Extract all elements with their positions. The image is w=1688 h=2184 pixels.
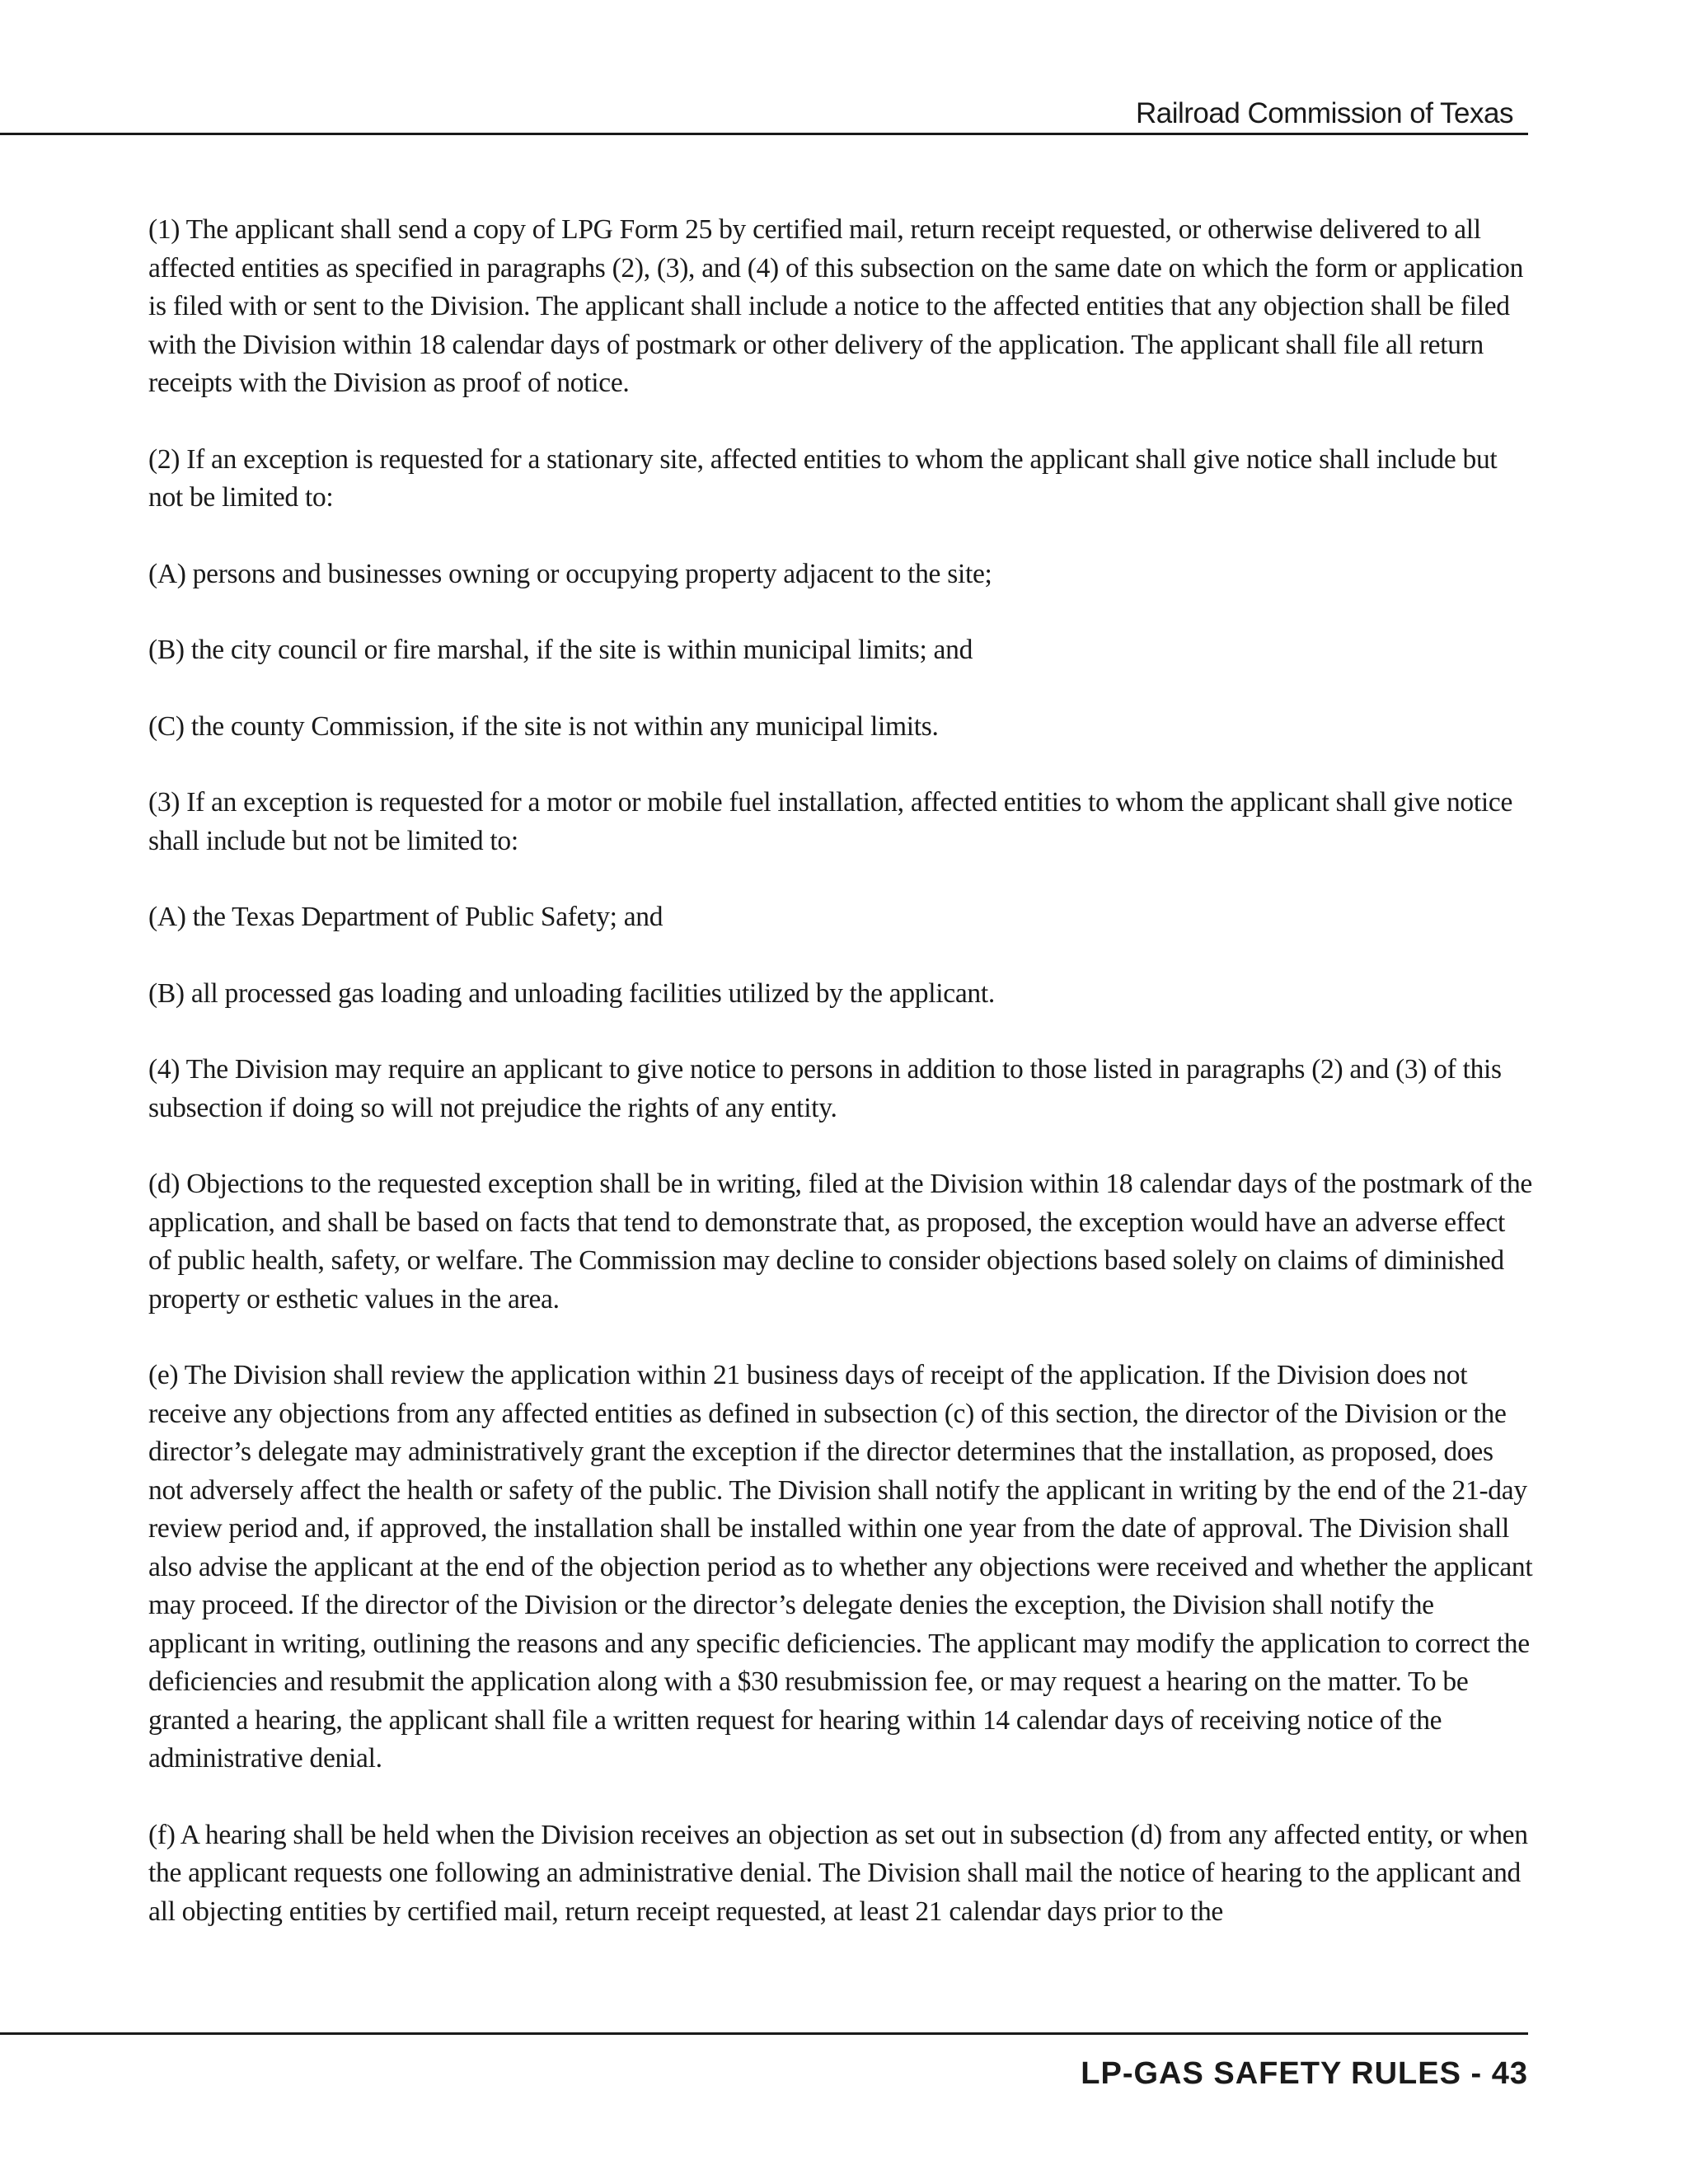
paragraph-c-4: (4) The Division may require an applicant to give notice to persons in addition to those listed in paragraphs (2) and (3) of this subsection if doing so will not prejudice the rights of any entity. <box>148 1054 1502 1123</box>
running-header: Railroad Commission of Texas <box>1135 97 1513 129</box>
subparagraph-c-2-a: (A) persons and businesses owning or occupying property adjacent to the site; <box>148 558 992 589</box>
footer-rule <box>0 2032 1528 2035</box>
subparagraph-c-2-b: (B) the city council or fire marshal, if the site is within municipal limits; and <box>148 635 973 665</box>
subparagraph-c-2-c: (C) the county Commission, if the site is not within any municipal limits. <box>148 710 939 742</box>
paragraph-c-3: (3) If an exception is requested for a motor or mobile fuel installation, affected entities to whom the applicant shall give notice shall include but not be limited to: <box>148 787 1513 856</box>
paragraph-c-2: (2) If an exception is requested for a stationary site, affected entities to whom the applicant shall give notice shall include but not be limited to: <box>148 443 1498 513</box>
running-footer: LP-GAS SAFETY RULES - 43 <box>1081 2056 1528 2091</box>
subsection-d: (d) Objections to the requested exception shall be in writing, filed at the Division within 18 calendar days of the postmark of the application, and shall be based on facts that tend to demonstrate that, as proposed, the exception would have an adverse effect of public health, safety, or welfare. The Commission may decline to consider objections based solely on claims of diminished property or esthetic values in the area. <box>148 1169 1532 1315</box>
header-rule <box>0 133 1528 135</box>
document-body <box>148 211 1533 1969</box>
subsection-e: (e) The Division shall review the application within 21 business days of receipt of the application. If the Division does not receive any objections from any affected entities as defined in subsection (c) of this section, the director of the Division or the director’s delegate may administratively grant the exception if the director determines that the installation, as proposed, does not adversely affect the health or safety of the public. The Division shall notify the applicant in writing by the end of the 21-day review period and, if approved, the installation shall be installed within one year from the date of approval. The Division shall also advise the applicant at the end of the objection period as to whether any objections were received and whether the applicant may proceed. If the director of the Division or the director’s delegate denies the exception, the Division shall notify the applicant in writing, outlining the reasons and any specific deficiencies. The applicant may modify the application to correct the deficiencies and resubmit the application along with a $30 resubmission fee, or may request a hearing on the matter. To be granted a hearing, the applicant shall file a written request for hearing within 14 calendar days of receiving notice of the administrative denial. <box>148 1360 1533 1774</box>
subparagraph-c-3-b: (B) all processed gas loading and unloading facilities utilized by the applicant. <box>148 977 995 1009</box>
subsection-f: (f) A hearing shall be held when the Division receives an objection as set out in subsection (d) from any affected entity, or when the applicant requests one following an administrative denial. The Division shall mail the notice of hearing to the applicant and all objecting entities by certified mail, return receipt requested, at least 21 calendar days prior to the <box>148 1819 1528 1927</box>
paragraph-c-1: (1) The applicant shall send a copy of LPG Form 25 by certified mail, return receipt requested, or otherwise delivered to all affected entities as specified in paragraphs (2), (3), and (4) of this subsection on the same date on which the form or application is filed with or sent to the Division. The applicant shall include a notice to the affected entities that any objection shall be filed with the Division within 18 calendar days of postmark or other delivery of the application. The applicant shall file all return receipts with the Division as proof of notice. <box>148 214 1524 398</box>
subparagraph-c-3-a: (A) the Texas Department of Public Safety; and <box>148 902 663 932</box>
